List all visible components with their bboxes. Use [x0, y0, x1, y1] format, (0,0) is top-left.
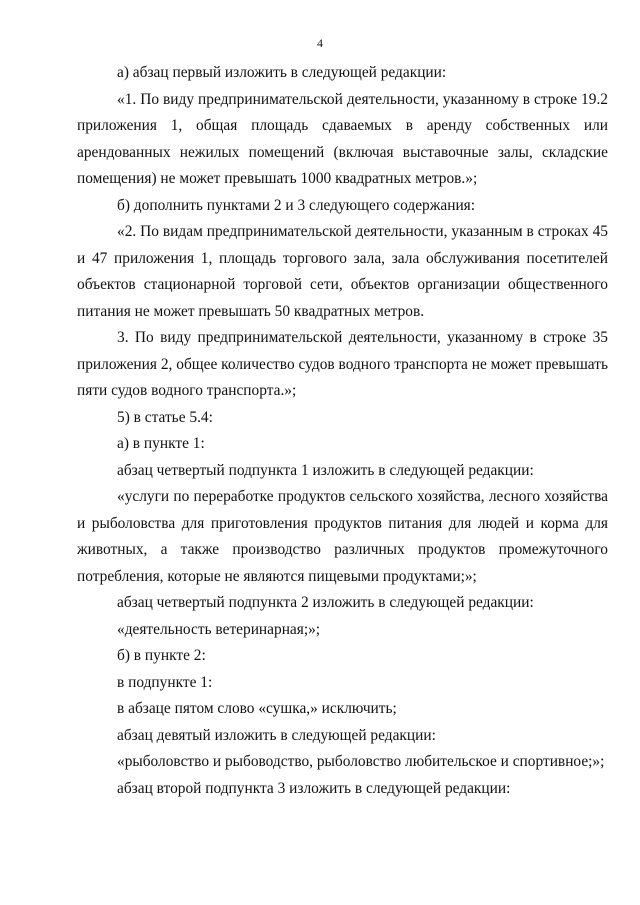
paragraph: в абзаце пятом слово «сушка,» исключить; — [117, 700, 397, 717]
paragraph: а) в пункте 1: — [117, 435, 205, 452]
paragraph: 5) в статье 5.4: — [117, 408, 213, 426]
paragraph: 3. По виду предпринимательской деятельности, указанному в строке 35 приложения 2, общее количество судов водного транспорта не может превышать пяти судов водного транспорта.»; — [77, 329, 608, 399]
paragraph: абзац четвертый подпункта 2 изложить в следующей редакции: — [117, 594, 534, 611]
paragraph: б) в пункте 2: — [117, 647, 206, 664]
paragraph: абзац девятый изложить в следующей редакции: — [117, 726, 436, 744]
page-number: 4 — [317, 36, 323, 50]
paragraph: «рыболовство и рыбоводство, рыболовство любительское и спортивное;»; — [117, 753, 605, 770]
paragraph: а) абзац первый изложить в следующей редакции: — [117, 64, 447, 81]
document-body — [77, 60, 608, 802]
paragraph: «деятельность ветеринарная;»; — [117, 620, 321, 638]
paragraph: б) дополнить пунктами 2 и 3 следующего содержания: — [117, 196, 476, 214]
paragraph: абзац второй подпункта 3 изложить в следующей редакции: — [117, 779, 511, 797]
paragraph: в подпункте 1: — [117, 673, 213, 691]
paragraph: «услуги по переработке продуктов сельского хозяйства, лесного хозяйства и рыболовства для приготовления продуктов питания для людей и корма для животных, а также производство различных продуктов промежуточного потребления, которые не являются пищевыми продуктами;»; — [77, 488, 608, 585]
paragraph: «2. По видам предпринимательской деятельности, указанным в строках 45 и 47 приложения 1, площадь торгового зала, зала обслуживания посетителей объектов стационарной торговой сети, объектов организации общественного питания не может превышать 50 квадратных метров. — [77, 223, 608, 320]
paragraph: «1. По виду предпринимательской деятельности, указанному в строке 19.2 приложения 1, общая площадь сдаваемых в аренду собственных или арендованных нежилых помещений (включая выставочные залы, складские помещения) не может превышать 1000 квадратных метров.»; — [77, 90, 608, 187]
paragraph: абзац четвертый подпункта 1 изложить в следующей редакции: — [117, 461, 534, 479]
